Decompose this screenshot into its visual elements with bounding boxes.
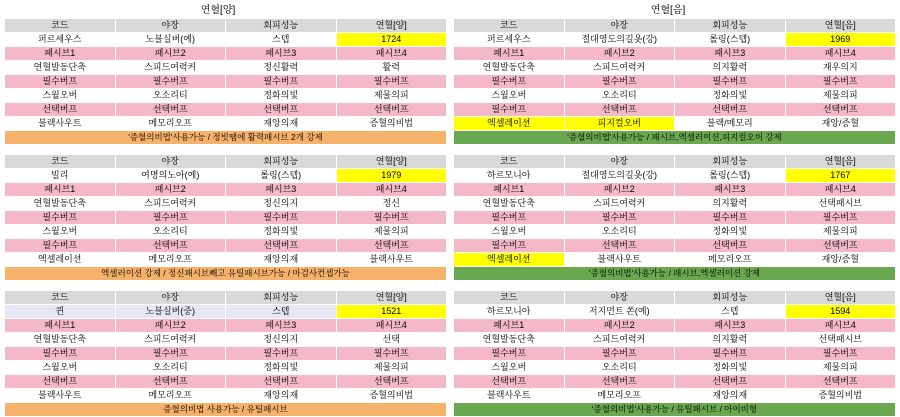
cell: 선택버프: [226, 239, 337, 253]
cell-highlight: 엑셀레이션: [454, 253, 565, 267]
col-header: 연혈[양]: [336, 19, 447, 33]
cell: 필수버프: [5, 75, 116, 89]
cell: 블랙사우트: [5, 389, 116, 403]
footer-note: '증혈의비법'사용가능 / 패시브,엑셀러이션 강제: [454, 267, 896, 281]
cell: 연혈발동단축: [5, 197, 116, 211]
cell: 증혈의비법: [336, 389, 447, 403]
cell: 메모리오프: [115, 253, 226, 267]
cell: 선택버프: [336, 103, 447, 117]
cell: 오소리티: [564, 361, 675, 375]
table-row: [454, 197, 896, 211]
table-row: [5, 33, 447, 47]
table-row: [5, 239, 447, 253]
cell: 증혈의비법: [336, 117, 447, 131]
cell: 정신의지: [226, 197, 337, 211]
col-header: 야장: [115, 19, 226, 33]
cell: 재우의지: [785, 61, 896, 75]
cell: 선택: [336, 333, 447, 347]
cell: 패시브3: [226, 47, 337, 61]
table-row: [454, 33, 896, 47]
cell: 선택패시브: [785, 333, 896, 347]
table-row: [454, 225, 896, 239]
cell: 패시브2: [115, 319, 226, 333]
cell-highlight: 1979: [336, 169, 447, 183]
cell: 오소리티: [115, 225, 226, 239]
col-header: 회피성능: [226, 19, 337, 33]
cell: 절대영도의길옷(강): [564, 169, 675, 183]
cell: 활력: [336, 61, 447, 75]
cell: 스피드여력커: [115, 61, 226, 75]
table-row: [454, 155, 896, 169]
cell: 선택버프: [115, 239, 226, 253]
table-row: [454, 239, 896, 253]
col-header: 코드: [5, 19, 116, 33]
build-table: [453, 154, 896, 281]
cell: 패시브4: [785, 183, 896, 197]
cell: 필수버프: [454, 239, 565, 253]
table-row: [5, 19, 447, 33]
col-header: 야장: [564, 155, 675, 169]
cell: 스텝: [226, 305, 337, 319]
cell: 패시브2: [115, 183, 226, 197]
cell: 스월오버: [5, 361, 116, 375]
cell: 필수버프: [454, 211, 565, 225]
col-header: 연혈[양]: [336, 155, 447, 169]
table-row: [5, 333, 447, 347]
cell: 정신활력: [226, 61, 337, 75]
col-header: 코드: [5, 155, 116, 169]
cell: 필수버프: [564, 75, 675, 89]
table-row: [5, 155, 447, 169]
cell: 패시브2: [564, 183, 675, 197]
cell: 필수버프: [5, 239, 116, 253]
footer-note: 증혈의비법 사용가능 / 유틸패시브: [5, 403, 447, 417]
col-header: 회피성능: [226, 291, 337, 305]
cell: 메모리오프: [115, 389, 226, 403]
col-header: 야장: [564, 19, 675, 33]
cell: 필수버프: [5, 211, 116, 225]
cell: 패시브2: [564, 319, 675, 333]
col-header: 야장: [115, 155, 226, 169]
cell: 스월오버: [5, 89, 116, 103]
cell: 필수버프: [454, 103, 565, 117]
table-row: [5, 291, 447, 305]
cell: 연혈발동단축: [454, 333, 565, 347]
table-row: [454, 361, 896, 375]
build-table: [4, 290, 447, 417]
table-row: [5, 347, 447, 361]
table-row: [5, 305, 447, 319]
col-header: 연혈[양]: [336, 291, 447, 305]
col-header: 연혈[음]: [785, 19, 896, 33]
table-row: [454, 47, 896, 61]
cell: 블랙사우트: [5, 117, 116, 131]
cell: 정화의빛: [675, 225, 786, 239]
cell: 선택버프: [785, 103, 896, 117]
cell: 필수버프: [336, 347, 447, 361]
cell: 패시브2: [564, 47, 675, 61]
col-header: 코드: [454, 291, 565, 305]
cell: 의지활력: [675, 197, 786, 211]
cell: 필수버프: [675, 75, 786, 89]
cell: 제물의피: [336, 225, 447, 239]
cell: 선택버프: [226, 103, 337, 117]
cell-highlight: 1724: [336, 33, 447, 47]
col-header: 코드: [5, 291, 116, 305]
cell: 오소리티: [115, 361, 226, 375]
cell: 선택버프: [675, 239, 786, 253]
cell: 하르모니아: [454, 169, 565, 183]
cell: 재앙/증혈: [785, 117, 896, 131]
cell: 정신: [336, 197, 447, 211]
cell: 연혈발동단축: [5, 61, 116, 75]
table-row: [454, 305, 896, 319]
table-footer-row: [454, 403, 896, 417]
table-row: [5, 361, 447, 375]
table-row: [454, 333, 896, 347]
cell: 선택버프: [785, 375, 896, 389]
col-header: 연혈[음]: [785, 291, 896, 305]
cell: 스피드여력커: [564, 61, 675, 75]
cell: 필수버프: [785, 211, 896, 225]
cell: 패시브3: [675, 183, 786, 197]
cell: 롤링(스텝): [675, 169, 786, 183]
cell: 선택버프: [5, 103, 116, 117]
cell: 패시브3: [226, 183, 337, 197]
table-row: [454, 291, 896, 305]
cell: 선택버프: [336, 239, 447, 253]
cell: 패시브4: [336, 319, 447, 333]
cell: 선택버프: [564, 239, 675, 253]
cell: 증혈의비법: [785, 389, 896, 403]
cell: 필수버프: [454, 347, 565, 361]
cell: 필수버프: [115, 75, 226, 89]
cell: 메모리오프: [675, 253, 786, 267]
right-column: [453, 18, 896, 417]
footer-note: 엑셀러이션 강제 / 정신패시브빼고 유틸패시브가능 / 마검사컨셉가능: [5, 267, 447, 281]
cell: 노블실버(중): [115, 305, 226, 319]
cell: 정신의지: [226, 333, 337, 347]
cell: 패시브3: [226, 319, 337, 333]
table-row: [454, 253, 896, 267]
cell: 메모리오프: [564, 389, 675, 403]
table-row: [5, 389, 447, 403]
cell: 스월오버: [5, 225, 116, 239]
table-row: [454, 389, 896, 403]
left-column: [4, 18, 447, 417]
cell: 패시브1: [5, 319, 116, 333]
cell: 메모리오프: [115, 117, 226, 131]
col-header: 야장: [564, 291, 675, 305]
cell: 정화의빛: [675, 361, 786, 375]
cell: 정화의빛: [226, 361, 337, 375]
table-row: [5, 103, 447, 117]
cell: 패시브4: [785, 319, 896, 333]
cell: 선택버프: [115, 103, 226, 117]
cell: 필수버프: [336, 75, 447, 89]
cell: 선택버프: [564, 103, 675, 117]
cell: 블랙사우트: [564, 253, 675, 267]
cell: 스월오버: [454, 361, 565, 375]
cell: 하르모니아: [454, 305, 565, 319]
table-row: [454, 75, 896, 89]
cell: 정화의빛: [675, 89, 786, 103]
build-table: [453, 18, 896, 145]
table-footer-row: [5, 403, 447, 417]
table-row: [454, 19, 896, 33]
cell: 롤링(스텝): [675, 33, 786, 47]
cell: 선택버프: [564, 375, 675, 389]
column-headers: [0, 0, 900, 18]
table-row: [5, 183, 447, 197]
cell: 블랙/메모리: [675, 117, 786, 131]
cell: 스피드여력커: [115, 333, 226, 347]
build-table: [453, 290, 896, 417]
cell: 노블실버(예): [115, 33, 226, 47]
cell: 빌리: [5, 169, 116, 183]
cell: 스텝: [226, 33, 337, 47]
col-header: 코드: [454, 155, 565, 169]
col-header: 회피성능: [675, 155, 786, 169]
cell: 스피드여력커: [564, 333, 675, 347]
cell-highlight: 피지컬오버: [564, 117, 675, 131]
footer-note: '증혈의비법'사용가능 / 정빗땜에 활력패시브 2개 강제: [5, 131, 447, 145]
cell: 필수버프: [115, 347, 226, 361]
table-row: [5, 375, 447, 389]
cell: 필수버프: [785, 347, 896, 361]
cell: 패시브4: [785, 47, 896, 61]
cell: 패시브3: [675, 319, 786, 333]
cell-highlight: 1521: [336, 305, 447, 319]
table-row: [5, 225, 447, 239]
cell: 의지활력: [675, 61, 786, 75]
table-row: [454, 211, 896, 225]
table-row: [5, 197, 447, 211]
cell: 필수버프: [454, 75, 565, 89]
cell: 필수버프: [226, 211, 337, 225]
cell: 선택버프: [454, 375, 565, 389]
cell: 필수버프: [226, 75, 337, 89]
cell: 패시브4: [336, 47, 447, 61]
table-row: [454, 103, 896, 117]
table-row: [454, 61, 896, 75]
cell: 패시브1: [5, 183, 116, 197]
cell-highlight: 1767: [785, 169, 896, 183]
table-row: [5, 47, 447, 61]
cell: 스월오버: [454, 225, 565, 239]
header-right: 연혈[음]: [650, 5, 686, 16]
table-row: [5, 253, 447, 267]
table-footer-row: [5, 267, 447, 281]
cell: 제물의피: [785, 225, 896, 239]
table-row: [5, 169, 447, 183]
cell-highlight: 1594: [785, 305, 896, 319]
cell: 제물의피: [785, 361, 896, 375]
cell: 블랙사우트: [336, 253, 447, 267]
cell: 패시브4: [336, 183, 447, 197]
cell: 퍼르세우스: [5, 33, 116, 47]
cell: 재앙/증혈: [785, 253, 896, 267]
cell: 연혈발동단축: [454, 197, 565, 211]
cell: 저지먼트 쏜(예): [564, 305, 675, 319]
cell: 선택버프: [5, 375, 116, 389]
cell: 퍼르세우스: [454, 33, 565, 47]
table-row: [5, 75, 447, 89]
col-header: 연혈[음]: [785, 155, 896, 169]
cell: 스월오버: [454, 89, 565, 103]
cell: 필수버프: [226, 347, 337, 361]
cell: 오소리티: [564, 89, 675, 103]
cell: 제물의피: [785, 89, 896, 103]
cell: 연혈발동단축: [5, 333, 116, 347]
cell: 재앙의재: [226, 253, 337, 267]
tables-grid: [0, 18, 900, 417]
cell: 패시브1: [454, 319, 565, 333]
cell: 선택버프: [226, 375, 337, 389]
cell: 패시브2: [115, 47, 226, 61]
cell: 필수버프: [115, 211, 226, 225]
cell: 롤링(스텝): [226, 169, 337, 183]
table-row: [454, 117, 896, 131]
build-table: [4, 154, 447, 281]
footer-note: '증혈의비법'사용가능 / 패시브,엑셀러이션,피지컬오버 강제: [454, 131, 896, 145]
cell: 선택패시브: [785, 197, 896, 211]
table-row: [454, 375, 896, 389]
cell: 선택버프: [785, 239, 896, 253]
cell: 패시브1: [454, 183, 565, 197]
table-row: [454, 89, 896, 103]
table-row: [5, 117, 447, 131]
cell: 필수버프: [564, 347, 675, 361]
col-header: 코드: [454, 19, 565, 33]
table-row: [454, 347, 896, 361]
table-footer-row: [454, 267, 896, 281]
cell: 스텝: [675, 305, 786, 319]
cell: 퀸: [5, 305, 116, 319]
cell: 제물의피: [336, 361, 447, 375]
cell-highlight: 엑셀레이션: [454, 117, 565, 131]
table-row: [5, 89, 447, 103]
cell: 필수버프: [5, 347, 116, 361]
cell: 스피드여력커: [115, 197, 226, 211]
cell: 여명의노아(예): [115, 169, 226, 183]
cell: 재앙의재: [226, 117, 337, 131]
cell: 선택버프: [675, 103, 786, 117]
cell: 재앙의재: [226, 389, 337, 403]
cell: 정화의빛: [226, 89, 337, 103]
cell: 필수버프: [336, 211, 447, 225]
cell: 블랙사우트: [454, 389, 565, 403]
table-footer-row: [5, 131, 447, 145]
col-header: 회피성능: [675, 19, 786, 33]
table-row: [454, 169, 896, 183]
cell-emphasis: 엑셀레이션: [5, 253, 116, 267]
cell: 절대영도의길옷(강): [564, 33, 675, 47]
cell: 연혈발동단축: [454, 61, 565, 75]
table-row: [5, 211, 447, 225]
table-row: [454, 319, 896, 333]
cell: 필수버프: [785, 75, 896, 89]
cell: 정화의빛: [226, 225, 337, 239]
cell: 오소리티: [564, 225, 675, 239]
table-row: [454, 183, 896, 197]
col-header: 회피성능: [226, 155, 337, 169]
cell: 제물의피: [336, 89, 447, 103]
cell: 의지활력: [675, 333, 786, 347]
cell: 필수버프: [675, 347, 786, 361]
cell: 패시브1: [5, 47, 116, 61]
cell: 패시브3: [675, 47, 786, 61]
cell: 선택버프: [336, 375, 447, 389]
table-row: [5, 319, 447, 333]
cell: 선택버프: [115, 375, 226, 389]
cell: 스피드여력커: [564, 197, 675, 211]
footer-note: '증혈의비법'사용가능 / 유틸패시브 / 아이비형: [454, 403, 896, 417]
cell: 오소리티: [115, 89, 226, 103]
cell: 재앙의재: [675, 389, 786, 403]
col-header: 회피성능: [675, 291, 786, 305]
cell: 필수버프: [675, 211, 786, 225]
table-row: [5, 61, 447, 75]
cell: 패시브1: [454, 47, 565, 61]
cell-highlight: 1969: [785, 33, 896, 47]
cell: 필수버프: [564, 211, 675, 225]
col-header: 야장: [115, 291, 226, 305]
table-footer-row: [454, 131, 896, 145]
build-table: [4, 18, 447, 145]
cell: 선택버프: [675, 375, 786, 389]
header-left: 연혈[양]: [200, 5, 236, 16]
